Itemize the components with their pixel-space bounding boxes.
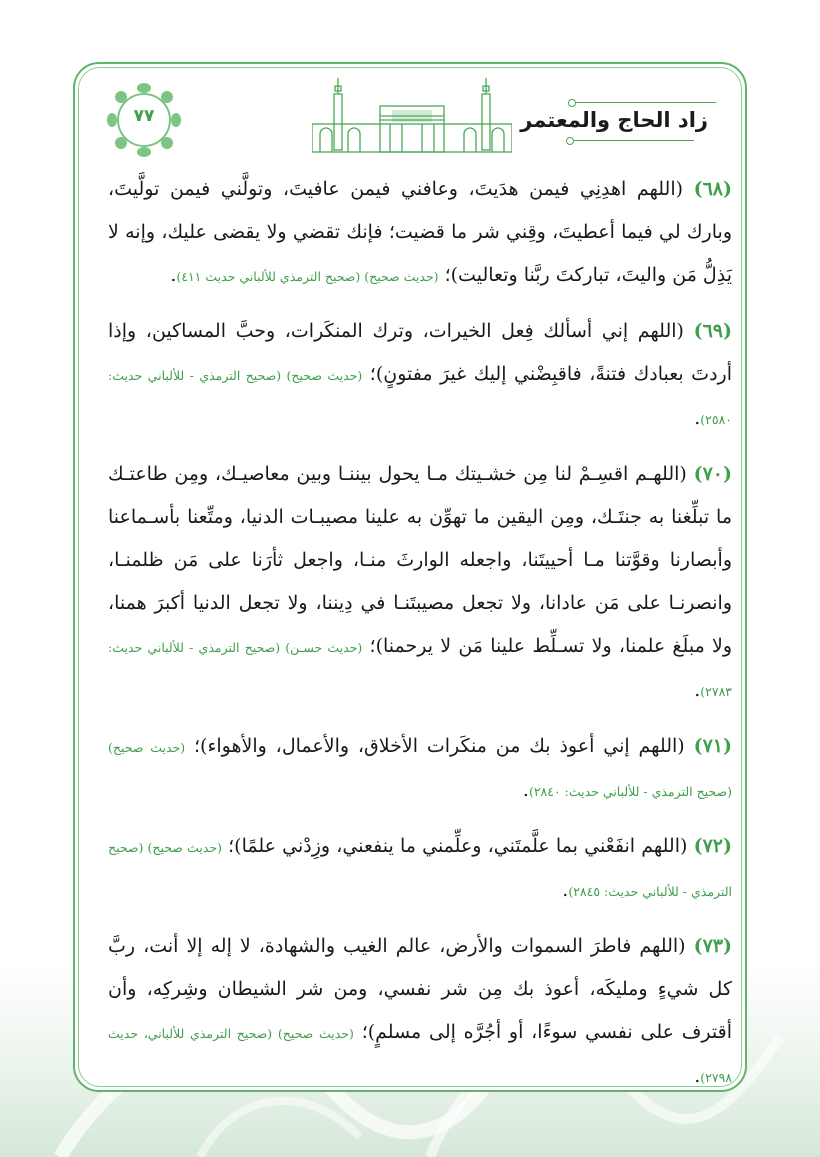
dua-text: (اللهم انفَعْني بما علَّمتَني، وعلِّمني ما ينفعني، وزِدْني علمًا)؛ (221, 835, 688, 857)
page-number: ٧٧ (133, 106, 155, 126)
kaaba-mosque-icon (312, 74, 512, 156)
hadith-source: (حديث صحيح) (صحيح الترمذي للألباني، حديث ٢٧٩٨) (108, 1026, 732, 1085)
dua-number: (٦٩) (693, 320, 733, 342)
dua-text: (اللهم إني أعوذ بك من منكَرات الأخلاق، والأعمال، والأهواء)؛ (185, 735, 685, 757)
hadith-source: (حديث حسـن) (صحيح الترمذي - للألباني حديث: ٢٧٨٣) (108, 640, 732, 699)
title-ornament-dot (568, 99, 576, 107)
end-mark: . (694, 407, 701, 429)
dua-paragraph (108, 825, 732, 913)
hadith-source: (حديث صحيح) (صحيح الترمذي - للألباني حديث: ٢٨٤٥) (108, 840, 732, 899)
page-body (108, 168, 732, 1099)
dua-text: (اللهـم اقسِـمْ لنا مِن خشـيتك مـا يحول بيننـا وبين معاصيـك، ومِن طاعتـك ما تبلِّغنا به جنتَـك، ومِن اليقين ما تهوِّن به علينا مصيبـات الدنيا، ومتِّعنا بأسـماعنا وأبصارنا وقوَّتنا مـا أحييتَنا، واجعله الوارثَ منـا، واجعل ثأرَنا على مَن ظلمنـا، وانصرنـا على مَن عادانا، ولا تجعل مصيبتَنـا في دِيننا، ولا تجعل الدنيا أكبرَ همنا، ولا مبلَغ علمنا، ولا تسـلِّط علينا مَن لا يرحمنا)؛ (108, 463, 732, 657)
dua-number: (٦٨) (693, 178, 732, 200)
dua-paragraph (108, 925, 732, 1099)
hadith-source: (حديث صحيح) (صحيح الترمذي - للألباني حديث: ٢٥٨٠) (108, 368, 732, 427)
dua-paragraph (108, 168, 732, 298)
dua-number: (٧١) (693, 735, 732, 757)
dua-paragraph (108, 725, 732, 813)
hadith-source: (حديث صحيح) (صحيح الترمذي - للألباني حديث: ٢٨٤٠) (108, 740, 732, 799)
dua-paragraph (108, 453, 732, 713)
end-mark: . (694, 679, 701, 701)
dua-number: (٧٠) (693, 463, 732, 485)
book-title: زاد الحاج والمعتمر (520, 108, 708, 132)
hadith-source: (حديث صحيح) (صحيح الترمذي للألباني حديث ٤١١) (176, 269, 439, 284)
end-mark: . (522, 779, 529, 801)
dua-paragraph (108, 310, 732, 441)
dua-number: (٧٢) (693, 835, 732, 857)
dua-text: (اللهم إني أسألك فِعل الخيرات، وترك المنكَرات، وحبَّ المساكين، وإذا أردتَ بعبادك فتنةً، فاقبِضْني إليك غيرَ مفتونٍ)؛ (108, 320, 732, 385)
page-header (78, 70, 742, 160)
dua-text: (اللهم اهدِنِي فيمن هدَيتَ، وعافني فيمن عافيتَ، وتولَّني فيمن تولَّيتَ، وبارك لي فيما أعطيتَ، وقِني شر ما قضيت؛ فإنك تقضي ولا يقضى عليك، وإنه لا يَذِلُّ مَن واليتَ، تباركتَ ربَّنا وتعاليت)؛ (108, 178, 732, 286)
title-ornament-line (574, 140, 694, 141)
end-mark: . (562, 879, 569, 901)
end-mark: . (694, 1065, 701, 1087)
dua-number: (٧٣) (693, 935, 732, 957)
title-ornament-line (576, 102, 716, 103)
end-mark: . (170, 264, 177, 286)
dua-text: (اللهم فاطرَ السموات والأرض، عالم الغيب والشهادة، لا إله إلا أنت، ربَّ كل شيءٍ ومليكَه، أعوذ بك مِن شر نفسي، ومن شر الشيطان وشِركِه، وأن أقترف على نفسي سوءًا، أو أجُرَّه إلى مسلمٍ)؛ (108, 935, 732, 1043)
title-ornament-dot (566, 137, 574, 145)
